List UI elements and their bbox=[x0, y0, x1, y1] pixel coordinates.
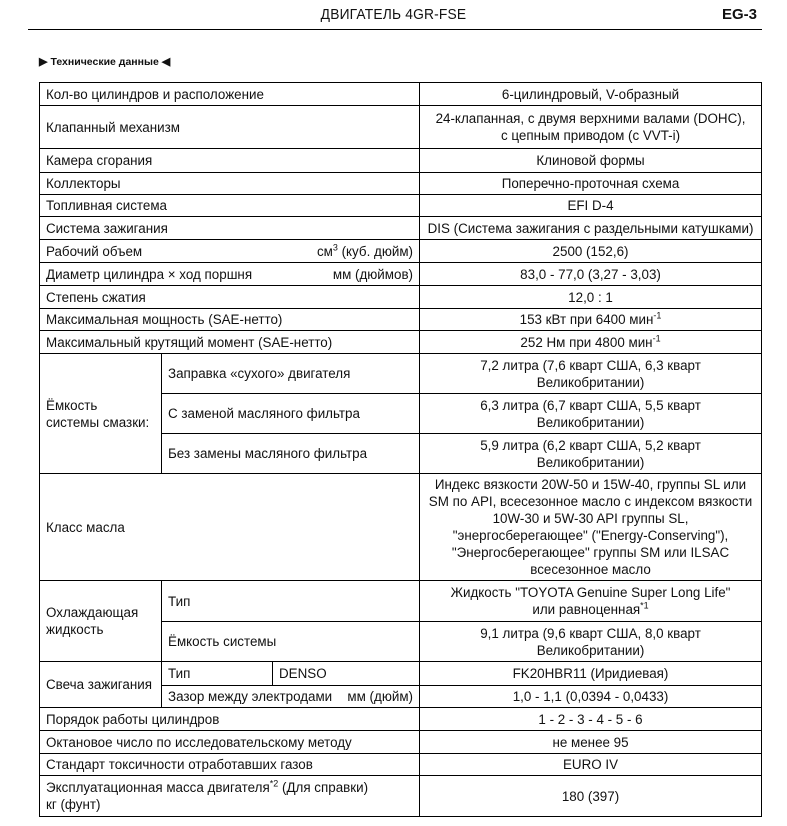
row-label: Степень сжатия bbox=[40, 286, 420, 309]
row-value: 9,1 литра (9,6 кварт США, 8,0 кварт Великобритании) bbox=[420, 622, 762, 662]
table-row bbox=[40, 106, 762, 149]
row-value: 1 - 2 - 3 - 4 - 5 - 6 bbox=[420, 708, 762, 731]
row-value: FK20HBR11 (Иридиевая) bbox=[420, 662, 762, 686]
row-label: Стандарт токсичности отработавших газов bbox=[40, 754, 420, 776]
row-label: Клапанный механизм bbox=[40, 106, 420, 149]
section-title: Технические данные bbox=[50, 55, 159, 68]
row-value: 12,0 : 1 bbox=[420, 286, 762, 309]
table-row bbox=[40, 331, 762, 354]
row-value: 2500 (152,6) bbox=[420, 240, 762, 263]
section-heading bbox=[39, 55, 170, 68]
triangle-left-icon: ◀ bbox=[161, 56, 171, 68]
row-value: 7,2 литра (7,6 кварт США, 6,3 кварт Великобритании) bbox=[420, 354, 762, 394]
row-value: 180 (397) bbox=[420, 776, 762, 817]
row-label: Камера сгорания bbox=[40, 149, 420, 173]
sub-label: Тип bbox=[162, 662, 273, 686]
table-row bbox=[40, 83, 762, 106]
row-value: EFI D-4 bbox=[420, 195, 762, 217]
table-row bbox=[40, 286, 762, 309]
coolant-group-label: Охлаждающая жидкость bbox=[40, 581, 162, 662]
row-value: 252 Нм при 4800 мин$^{-1}$ bbox=[420, 331, 762, 354]
row-value: Жидкость "TOYOTA Genuine Super Long Life" или равноценная$^{*1}$ bbox=[420, 581, 762, 622]
row-label: Максимальная мощность (SAE-нетто) bbox=[40, 309, 420, 331]
sub-label: Тип bbox=[162, 581, 420, 622]
page-title: ДВИГАТЕЛЬ 4GR-FSE bbox=[320, 6, 467, 23]
page-number: EG-3 bbox=[721, 6, 757, 23]
row-label: Октановое число по исследовательскому методу bbox=[40, 731, 420, 754]
row-label: Класс масла bbox=[40, 474, 420, 581]
sub-label: Ёмкость системы bbox=[162, 622, 420, 662]
row-value: 83,0 - 77,0 (3,27 - 3,03) bbox=[420, 263, 762, 286]
table-row bbox=[40, 708, 762, 731]
table-row bbox=[40, 354, 762, 394]
brand-label: DENSO bbox=[273, 662, 420, 686]
row-value: 153 кВт при 6400 мин$^{-1}$ bbox=[420, 309, 762, 331]
sub-label: Без замены масляного фильтра bbox=[162, 434, 420, 474]
header-divider bbox=[28, 29, 762, 30]
table-row bbox=[40, 662, 762, 686]
plug-group-label: Свеча зажигания bbox=[40, 662, 162, 708]
sub-label: С заменой масляного фильтра bbox=[162, 394, 420, 434]
table-row bbox=[40, 173, 762, 195]
sub-label: Заправка «сухого» двигателя bbox=[162, 354, 420, 394]
row-value: 6-цилиндровый, V-образный bbox=[420, 83, 762, 106]
row-label: Кол-во цилиндров и расположение bbox=[40, 83, 420, 106]
row-label: Топливная система bbox=[40, 195, 420, 217]
table-row bbox=[40, 217, 762, 240]
spec-table bbox=[39, 82, 762, 817]
row-value: 1,0 - 1,1 (0,0394 - 0,0433) bbox=[420, 686, 762, 708]
row-value: не менее 95 bbox=[420, 731, 762, 754]
row-label: Система зажигания bbox=[40, 217, 420, 240]
table-row bbox=[40, 263, 762, 286]
row-label: Коллекторы bbox=[40, 173, 420, 195]
row-label: Эксплуатационная масса двигателя$^{*2}$ (Для справки) кг (фунт) bbox=[40, 776, 420, 817]
row-value: Индекс вязкости 20W-50 и 15W-40, группы SL или SM по API, всесезонное масло с индексом вязкости 10W-30 и 5W-30 API группы SL, "энергосберегающее" ("Energy-Conserving"), "Энергосберегающее" группы SM или ILSAC всесезонное масло bbox=[420, 474, 762, 581]
row-value: Поперечно-проточная схема bbox=[420, 173, 762, 195]
lube-group-label: Ёмкость системы смазки: bbox=[40, 354, 162, 474]
unit-label: мм (дюймов) bbox=[332, 266, 414, 282]
table-row bbox=[40, 776, 762, 817]
sub-label: Зазор между электродами мм (дюйм) bbox=[162, 686, 420, 708]
table-row bbox=[40, 195, 762, 217]
triangle-right-icon: ▶ bbox=[39, 56, 48, 68]
row-label: Максимальный крутящий момент (SAE-нетто) bbox=[40, 331, 420, 354]
table-row bbox=[40, 240, 762, 263]
row-label: Рабочий объем $см^3$ (куб. дюйм) bbox=[40, 240, 420, 263]
row-label: Диаметр цилиндра × ход поршня мм (дюймов) bbox=[40, 263, 420, 286]
row-value: 5,9 литра (6,2 кварт США, 5,2 кварт Великобритании) bbox=[420, 434, 762, 474]
row-value: EURO IV bbox=[420, 754, 762, 776]
row-value: Клиновой формы bbox=[420, 149, 762, 173]
row-value: 6,3 литра (6,7 кварт США, 5,5 кварт Великобритании) bbox=[420, 394, 762, 434]
table-row bbox=[40, 731, 762, 754]
row-value: DIS (Система зажигания с раздельными катушками) bbox=[420, 217, 762, 240]
row-label: Порядок работы цилиндров bbox=[40, 708, 420, 731]
table-row bbox=[40, 754, 762, 776]
table-row bbox=[40, 581, 762, 622]
table-row bbox=[40, 474, 762, 581]
table-row bbox=[40, 149, 762, 173]
table-row bbox=[40, 309, 762, 331]
unit-label: мм (дюйм) bbox=[347, 689, 414, 704]
unit-label: $см^3$ (куб. дюйм) bbox=[316, 242, 414, 259]
row-value: 24-клапанная, с двумя верхними валами (DOHC), с цепным приводом (с VVT-i) bbox=[420, 106, 762, 149]
